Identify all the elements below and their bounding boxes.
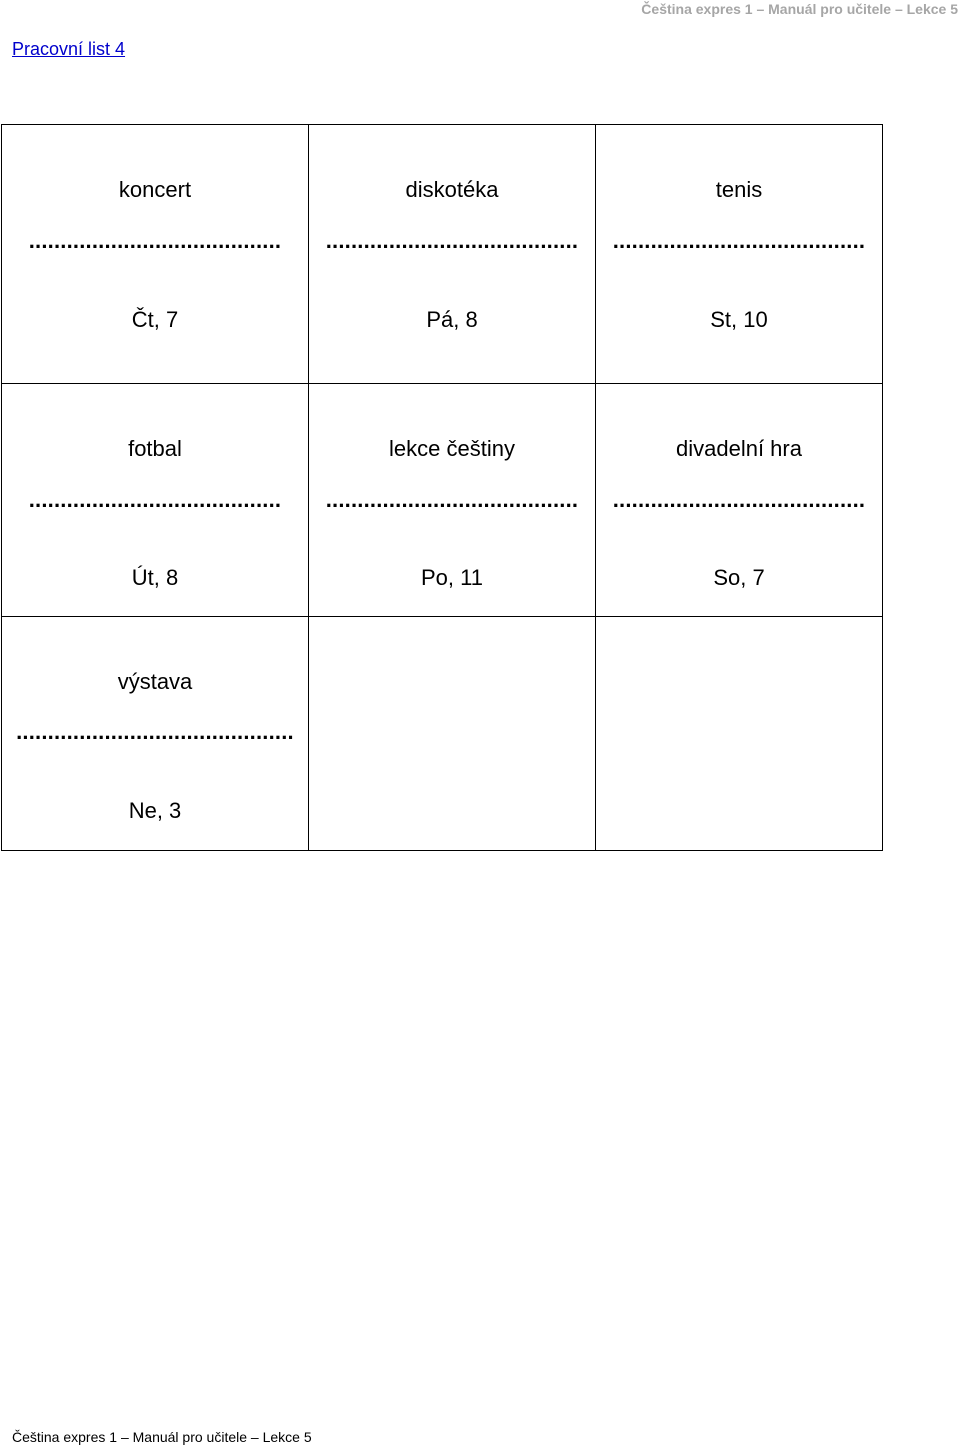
running-footer: Čeština expres 1 – Manuál pro učitele – Lekce 5 xyxy=(12,1429,312,1445)
answer-blank: ............................................ xyxy=(16,719,294,744)
event-date: Ne, 3 xyxy=(128,798,182,823)
event-card xyxy=(596,125,883,384)
event-card xyxy=(596,384,883,617)
empty-card xyxy=(596,617,883,851)
event-date: Út, 8 xyxy=(131,565,179,590)
running-header: Čeština expres 1 – Manuál pro učitele – Lekce 5 xyxy=(641,1,958,17)
event-date: Pá, 8 xyxy=(426,307,478,332)
answer-blank: ........................................ xyxy=(325,487,579,512)
event-card xyxy=(309,384,596,617)
event-card xyxy=(2,384,309,617)
cards-row xyxy=(2,384,883,617)
event-name: výstava xyxy=(117,669,193,694)
answer-blank: ........................................ xyxy=(28,487,282,512)
event-card xyxy=(2,125,309,384)
answer-blank: ........................................ xyxy=(28,228,282,253)
event-name: tenis xyxy=(715,177,763,202)
answer-blank: ........................................ xyxy=(612,228,866,253)
cards-row xyxy=(2,617,883,851)
event-name: koncert xyxy=(118,177,192,202)
event-date: St, 10 xyxy=(710,307,768,332)
cards-row xyxy=(2,125,883,384)
answer-blank: ........................................ xyxy=(325,228,579,253)
answer-blank: ........................................ xyxy=(612,487,866,512)
event-cards-table xyxy=(1,124,883,851)
event-name: fotbal xyxy=(128,436,182,461)
event-name: divadelní hra xyxy=(676,436,802,461)
event-name: lekce češtiny xyxy=(389,436,515,461)
event-card xyxy=(2,617,309,851)
event-date: So, 7 xyxy=(713,565,765,590)
event-date: Po, 11 xyxy=(421,565,483,590)
event-card xyxy=(309,125,596,384)
empty-card xyxy=(309,617,596,851)
worksheet-title-link[interactable]: Pracovní list 4 xyxy=(12,39,126,59)
event-date: Čt, 7 xyxy=(131,307,179,332)
event-name: diskotéka xyxy=(405,177,499,202)
